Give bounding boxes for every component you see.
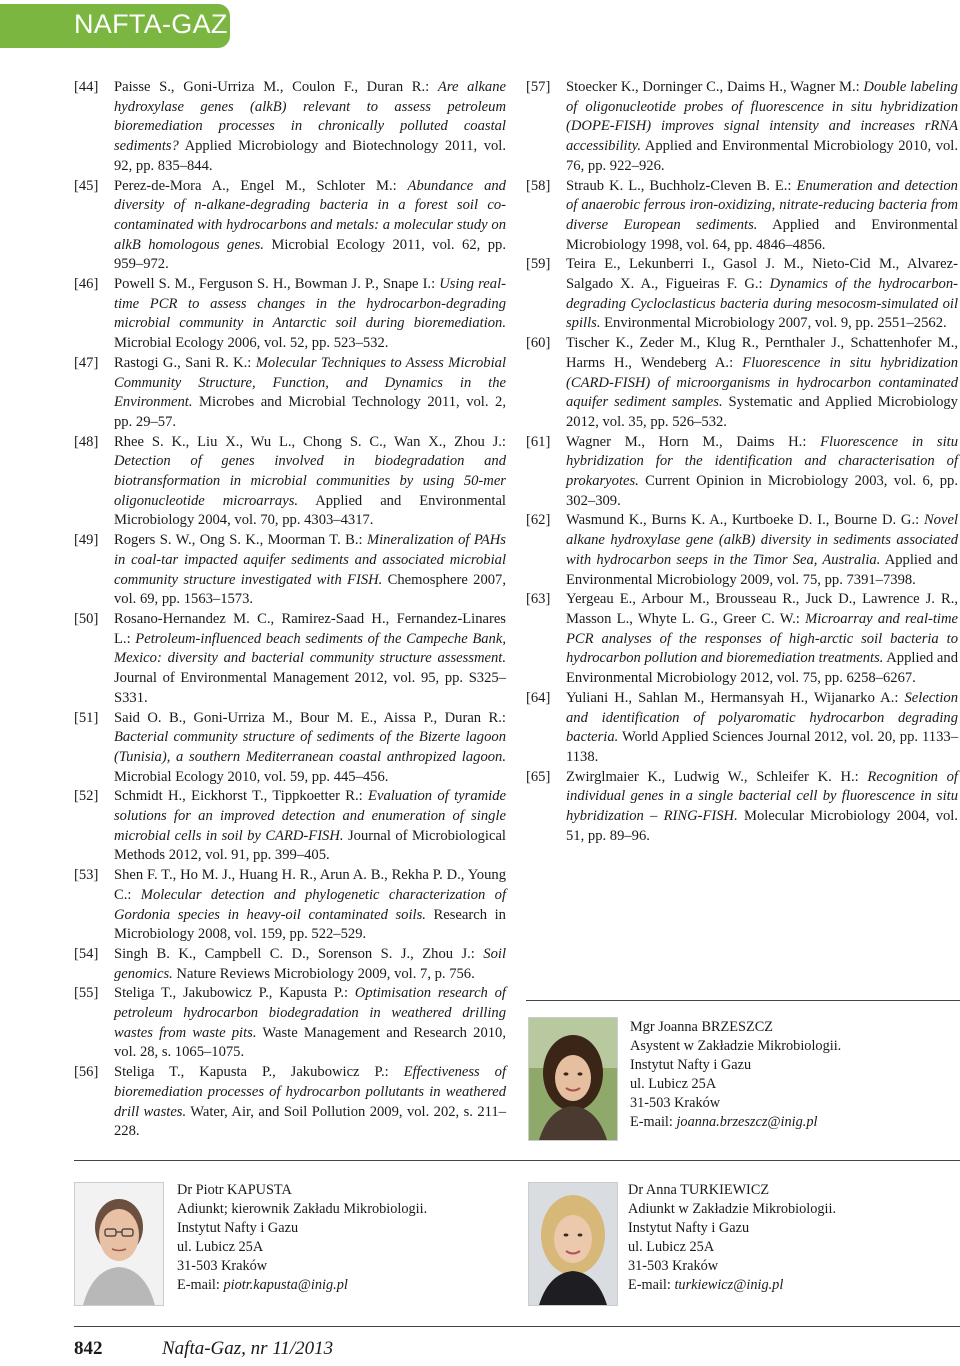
reference-text (114, 709, 506, 788)
reference-text (114, 354, 506, 433)
bio-divider-middle (74, 1160, 960, 1161)
reference-title: Double labeling of oligonucleotide probes of fluorescence in situ hybridization (DOPE-FISH) improves signal intensity and increases rRNA accessibility. (566, 79, 958, 155)
author-institute: Instytut Nafty i Gazu (628, 1219, 750, 1236)
reference-text (114, 1063, 506, 1142)
reference-number: [64] (526, 689, 551, 706)
reference-number: [53] (74, 867, 99, 884)
reference-number: [54] (74, 945, 99, 962)
reference-source: Microbial Ecology 2010, vol. 59, pp. 445–456. (114, 768, 389, 785)
reference-text (566, 177, 958, 256)
bio-divider-top (526, 1000, 960, 1001)
reference-item (74, 866, 506, 945)
reference-title: Enumeration and detection of anaerobic ferrous iron-oxidizing, nitrate-reducing bacteria from diverse European sediments. (566, 177, 958, 233)
author-photo-brzeszcz (528, 1017, 618, 1141)
reference-number: [59] (526, 256, 551, 273)
reference-title: Effectiveness of bioremediation processes of hydrocarbon pollutants in weathered drill wastes. (114, 1064, 506, 1120)
reference-title: Bacterial community structure of sediments of the Bizerte lagoon (Tunisia), a southern Mediterranean coastal anthropized lagoon. (114, 729, 506, 765)
reference-source: Journal of Microbiological Methods 2012, vol. 91, pp. 399–405. (114, 827, 506, 864)
reference-authors: Rosano-Hernandez M. C., Ramirez-Saad H., Fernandez-Linares L.: (114, 610, 506, 647)
reference-source: Environmental Microbiology 2007, vol. 9, pp. 2551–2562. (600, 315, 947, 332)
reference-title: Fluorescence in situ hybridization (CARD-FISH) of microorganisms in hydrocarbon contaminated aquifer sediment samples. (566, 354, 958, 411)
reference-number: [44] (74, 79, 99, 95)
reference-item (526, 78, 958, 177)
reference-text (566, 590, 958, 689)
reference-text (114, 78, 506, 177)
reference-item (74, 177, 506, 276)
author-bio-turkiewicz (628, 1181, 948, 1294)
reference-authors: Perez-de-Mora A., Engel M., Schloter M.: (114, 177, 408, 194)
reference-number: [60] (526, 335, 551, 352)
reference-item (74, 610, 506, 709)
reference-source: Journal of Environmental Management 2012, vol. 95, pp. S325–S331. (114, 670, 506, 706)
author-email-line (628, 1276, 948, 1295)
journal-issue: Nafta-Gaz, nr 11/2013 (162, 1338, 334, 1359)
page-number: 842 (74, 1338, 103, 1359)
footer-divider (74, 1326, 960, 1327)
author-email[interactable]: joanna.brzeszcz@inig.pl (676, 1113, 818, 1130)
reference-title: Novel alkane hydroxylase gene (alkB) diversity in sediments associated with hydrocarbon seeps in the Timor Sea, Australia. (566, 512, 958, 568)
reference-source: Nature Reviews Microbiology 2009, vol. 7, p. 756. (172, 965, 475, 982)
author-photo-kapusta (74, 1182, 164, 1306)
reference-item (526, 689, 958, 768)
reference-authors: Singh B. K., Campbell C. D., Sorenson S. J., Zhou J.: (114, 945, 484, 962)
reference-authors: Steliga T., Kapusta P., Jakubowicz P.: (114, 1064, 404, 1081)
reference-number: [47] (74, 354, 99, 371)
reference-authors: Teira E., Lekunberri I., Gasol J. M., Nieto-Cid M., Alvarez-Salgado X. A., Figueiras F. G.: (566, 256, 958, 293)
reference-number: [62] (526, 512, 551, 529)
reference-text (114, 866, 506, 945)
reference-text (114, 433, 506, 532)
reference-authors: Zwirglmaier K., Ludwig W., Schleifer K. H.: (566, 768, 868, 785)
reference-item (74, 354, 506, 433)
author-bio-brzeszcz (630, 1018, 950, 1131)
reference-source: Molecular Microbiology 2004, vol. 51, pp. 89–96. (566, 808, 958, 844)
reference-authors: Rogers S. W., Ong S. K., Moorman T. B.: (114, 532, 367, 549)
author-name: Dr Anna TURKIEWICZ (628, 1182, 770, 1198)
author-email[interactable]: turkiewicz@inig.pl (674, 1276, 784, 1293)
author-email-label: E-mail: (177, 1276, 224, 1293)
journal-header-title: NAFTA-GAZ (74, 9, 228, 39)
reference-authors: Tischer K., Zeder M., Klug R., Pernthaler J., Schattenhofer M., Harms H., Wendeberg A.: (566, 335, 958, 371)
reference-title: Molecular detection and phylogenetic characterization of Gordonia species in heavy-oil contaminated soils. (114, 886, 506, 923)
reference-title: Detection of genes involved in biodegradation and biotransformation in microbial communities by using 50-mer oligonucleotide microarrays. (114, 453, 506, 509)
author-bio-kapusta (177, 1181, 497, 1294)
reference-text (566, 689, 958, 768)
reference-item (526, 590, 958, 689)
author-email[interactable]: piotr.kapusta@inig.pl (223, 1276, 348, 1293)
reference-number: [50] (74, 610, 99, 627)
reference-authors: Said O. B., Goni-Urriza M., Bour M. E., Aissa P., Duran R.: (114, 709, 506, 726)
reference-item (526, 433, 958, 512)
reference-title: Are alkane hydroxylase genes (alkB) relevant to assess petroleum bioremediation processes in chronically polluted coastal sediments? (114, 79, 506, 155)
reference-text (566, 334, 958, 433)
reference-source: Microbial Ecology 2011, vol. 62, pp. 959–972. (114, 236, 506, 273)
reference-source: Microbes and Microbial Technology 2011, vol. 2, pp. 29–57. (114, 394, 506, 430)
reference-text (566, 78, 958, 177)
reference-source: Water, Air, and Soil Pollution 2009, vol. 202, s. 211–228. (114, 1103, 506, 1140)
reference-number: [65] (526, 768, 551, 785)
author-email-line (630, 1113, 950, 1132)
reference-number: [52] (74, 788, 99, 805)
reference-authors: Yergeau E., Arbour M., Brousseau R., Juck D., Lawrence J. R., Masson L., Whyte L. G., Greer C. W.: (566, 591, 958, 627)
reference-authors: Rhee S. K., Liu X., Wu L., Chong S. C., Wan X., Zhou J.: (114, 433, 506, 450)
reference-source: Waste Management and Research 2010, vol. 28, s. 1065–1075. (114, 1024, 507, 1061)
reference-number: [49] (74, 532, 99, 549)
reference-item (74, 984, 506, 1063)
author-position: Asystent w Zakładzie Mikrobiologii. (630, 1037, 842, 1054)
reference-title: Dynamics of the hydrocarbon-degrading Cycloclasticus bacteria during mesocosm-simulated oil spills. (566, 276, 958, 332)
reference-item (74, 275, 506, 354)
reference-item (526, 177, 958, 256)
reference-item (74, 78, 506, 177)
reference-source: World Applied Sciences Journal 2012, vol. 20, pp. 1133–1138. (566, 729, 958, 765)
reference-item (526, 511, 958, 590)
reference-number: [57] (526, 79, 551, 95)
author-institute: Instytut Nafty i Gazu (177, 1219, 299, 1236)
reference-authors: Yuliani H., Sahlan M., Hermansyah H., Wijanarko A.: (566, 689, 905, 706)
author-city: 31-503 Kraków (628, 1257, 719, 1274)
reference-title: Using real-time PCR to assess changes in the hydrocarbon-degrading microbial community in Antarctic soil during bioremediation. (114, 276, 506, 332)
reference-item (74, 945, 506, 984)
author-position: Adiunkt; kierownik Zakładu Mikrobiologii. (177, 1200, 428, 1217)
reference-text (114, 275, 506, 354)
references-left-column (74, 78, 506, 1142)
reference-title: Mineralization of PAHs in coal-tar impacted aquifer sediments and associated microbial community structure investigated with FISH. (114, 532, 506, 588)
reference-authors: Paisse S., Goni-Urriza M., Coulon F., Duran R.: (114, 79, 438, 95)
author-name: Mgr Joanna BRZESZCZ (630, 1019, 773, 1035)
reference-number: [48] (74, 433, 99, 450)
reference-authors: Shen F. T., Ho M. J., Huang H. R., Arun A. B., Rekha P. D., Young C.: (114, 867, 506, 903)
reference-item (526, 255, 958, 334)
author-email-label: E-mail: (630, 1113, 677, 1130)
reference-item (74, 1063, 506, 1142)
author-street: ul. Lubicz 25A (630, 1075, 717, 1092)
reference-title: Microarray and real-time PCR analyses of the responses of high-arctic soil bacteria to hydrocarbon pollution and bioremediation treatments. (566, 610, 958, 667)
reference-item (74, 709, 506, 788)
reference-authors: Steliga T., Jakubowicz P., Kapusta P.: (114, 985, 355, 1002)
reference-title: Soil genomics. (114, 945, 506, 982)
author-city: 31-503 Kraków (630, 1094, 721, 1111)
reference-title: Fluorescence in situ hybridization for the identification and characterisation of prokaryotes. (566, 433, 958, 490)
reference-text (114, 177, 506, 276)
reference-number: [61] (526, 433, 551, 450)
reference-text (566, 433, 958, 512)
reference-source: Chemosphere 2007, vol. 69, pp. 1563–1573. (114, 571, 506, 608)
reference-title: Evaluation of tyramide solutions for an improved detection and enumeration of single microbial cells in soil by CARD-FISH. (114, 788, 506, 844)
author-name: Dr Piotr KAPUSTA (177, 1182, 292, 1198)
author-photo-turkiewicz (528, 1182, 618, 1306)
reference-title: Abundance and diversity of n-alkane-degrading bacteria in a forest soil co-contaminated with hydrocarbons and metals: a molecular study on alkB homologous genes. (114, 177, 506, 253)
reference-source: Applied and Environmental Microbiology 2012, vol. 75, pp. 6258–6267. (566, 650, 958, 687)
references-right-column (526, 78, 958, 846)
reference-source: Systematic and Applied Microbiology 2012, vol. 35, pp. 526–532. (566, 394, 958, 430)
reference-source: Current Opinion in Microbiology 2003, vol. 6, pp. 302–309. (566, 473, 958, 509)
reference-title: Selection and identification of polyaromatic hydrocarbon degrading bacteria. (566, 689, 958, 746)
reference-text (566, 255, 958, 334)
reference-number: [58] (526, 177, 551, 194)
reference-item (526, 768, 958, 847)
reference-authors: Wasmund K., Burns K. A., Kurtboeke D. I., Bourne D. G.: (566, 512, 924, 529)
reference-authors: Schmidt H., Eickhorst T., Tippkoetter R.: (114, 788, 369, 805)
reference-authors: Stoecker K., Dorninger C., Daims H., Wagner M.: (566, 79, 864, 95)
reference-number: [56] (74, 1064, 99, 1081)
reference-text (566, 511, 958, 590)
reference-item (74, 787, 506, 866)
author-street: ul. Lubicz 25A (628, 1238, 715, 1255)
reference-text (114, 945, 506, 984)
reference-text (114, 531, 506, 610)
reference-authors: Powell S. M., Ferguson S. H., Bowman J. P., Snape I.: (114, 276, 440, 293)
reference-authors: Straub K. L., Buchholz-Cleven B. E.: (566, 177, 797, 194)
reference-item (74, 531, 506, 610)
reference-number: [63] (526, 591, 551, 608)
author-city: 31-503 Kraków (177, 1257, 268, 1274)
reference-source: Applied and Environmental Microbiology 2004, vol. 70, pp. 4303–4317. (114, 492, 506, 529)
reference-source: Applied and Environmental Microbiology 2010, vol. 76, pp. 922–926. (566, 138, 958, 174)
author-institute: Instytut Nafty i Gazu (630, 1056, 752, 1073)
reference-authors: Wagner M., Horn M., Daims H.: (566, 433, 821, 450)
reference-number: [51] (74, 709, 99, 726)
reference-title: Molecular Techniques to Assess Microbial Community Structure, Function, and Dynamics in the Environment. (114, 354, 506, 411)
reference-text (114, 787, 506, 866)
reference-title: Recognition of individual genes in a single bacterial cell by fluorescence in situ hybridization – RING-FISH. (566, 768, 958, 825)
reference-source: Research in Microbiology 2008, vol. 159, pp. 522–529. (114, 906, 506, 943)
reference-text (114, 984, 506, 1063)
reference-source: Applied and Environmental Microbiology 2009, vol. 75, pp. 7391–7398. (566, 551, 958, 588)
reference-item (526, 334, 958, 433)
reference-title: Petroleum-influenced beach sediments of the Campeche Bank, Mexico: diversity and bacterial community structure assessment. (114, 630, 506, 667)
author-position: Adiunkt w Zakładzie Mikrobiologii. (628, 1200, 837, 1217)
reference-text (566, 768, 958, 847)
reference-number: [45] (74, 177, 99, 194)
reference-authors: Rastogi G., Sani R. K.: (114, 354, 256, 371)
author-street: ul. Lubicz 25A (177, 1238, 264, 1255)
reference-title: Optimisation research of petroleum hydrocarbon biodegradation in weathered drilling wastes from waste pits. (114, 985, 506, 1041)
reference-source: Microbial Ecology 2006, vol. 52, pp. 523–532. (114, 335, 389, 352)
reference-item (74, 433, 506, 532)
reference-number: [46] (74, 276, 99, 293)
reference-number: [55] (74, 985, 99, 1002)
author-email-line (177, 1276, 497, 1295)
author-email-label: E-mail: (628, 1276, 675, 1293)
reference-text (114, 610, 506, 709)
reference-source: Applied and Environmental Microbiology 1998, vol. 64, pp. 4846–4856. (566, 216, 958, 253)
reference-source: Applied Microbiology and Biotechnology 2011, vol. 92, pp. 835–844. (114, 138, 506, 174)
